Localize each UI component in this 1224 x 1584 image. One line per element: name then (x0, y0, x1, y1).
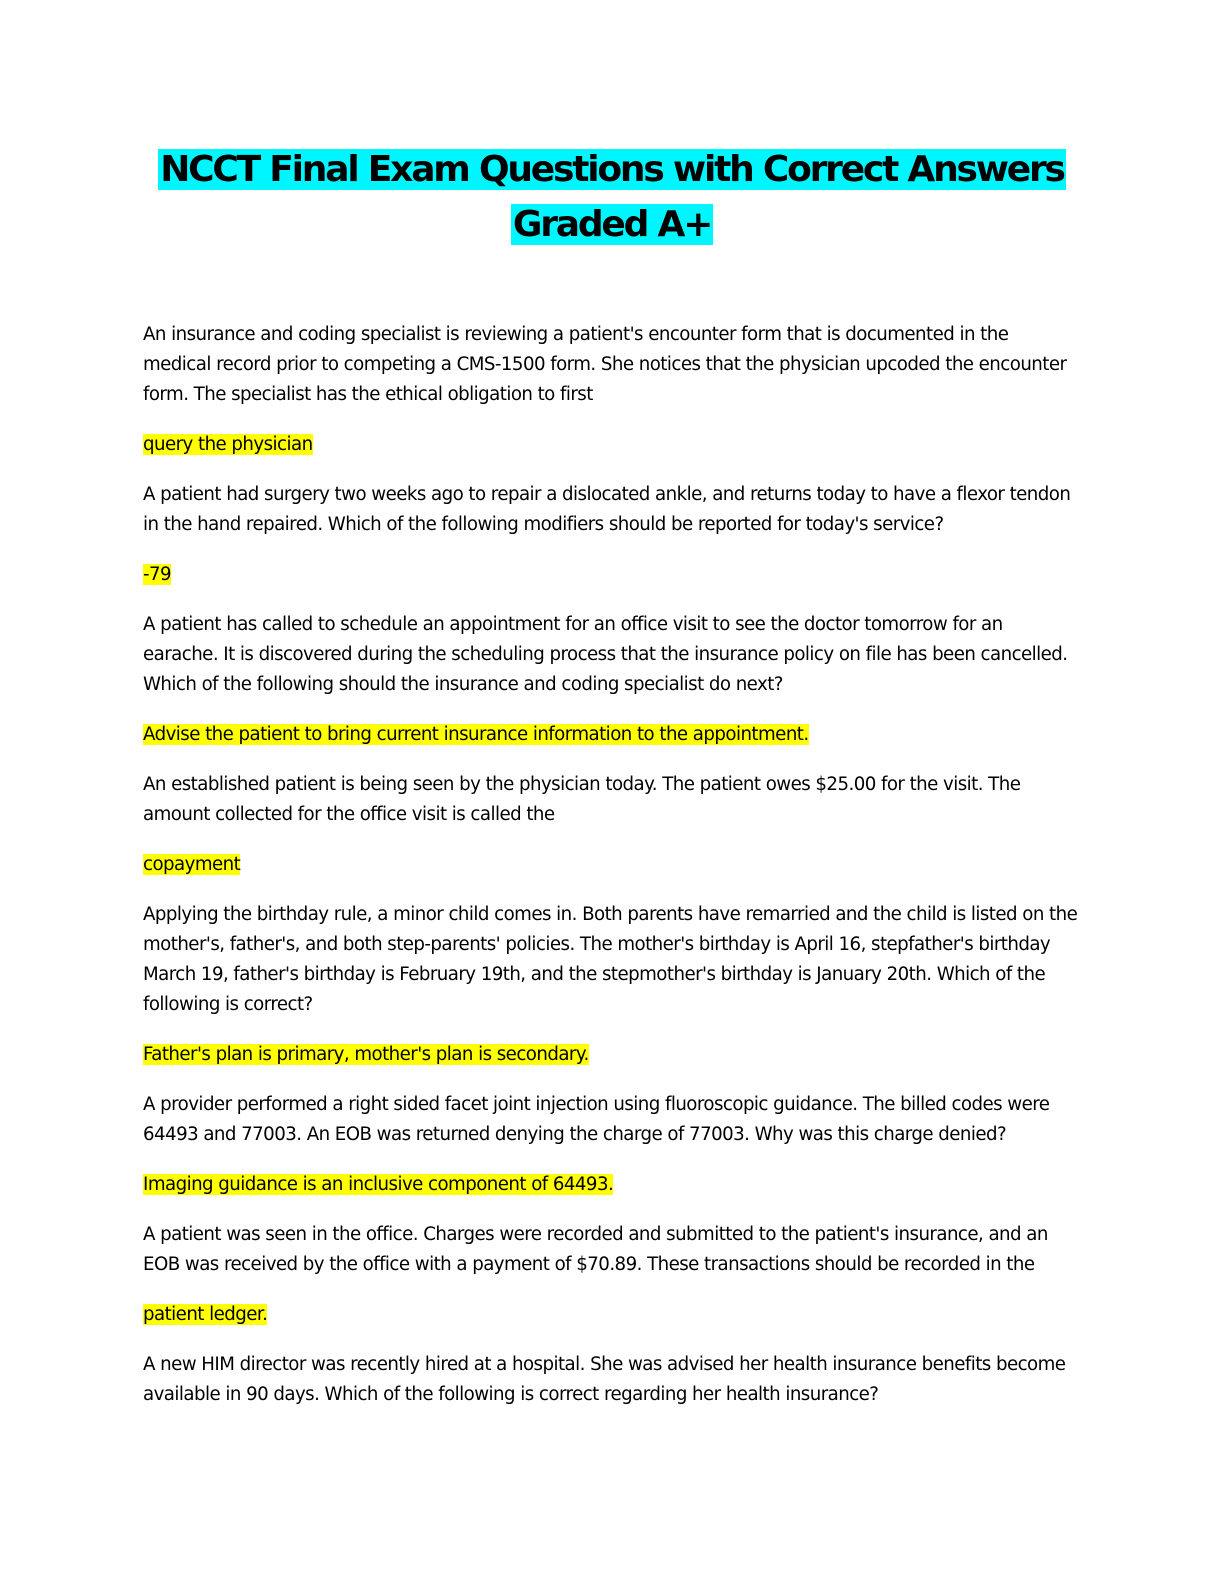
answer-5 (143, 1040, 1078, 1070)
answer-2 (143, 560, 1078, 590)
answer-1 (143, 430, 1078, 460)
qa-list (143, 320, 1078, 1430)
question-7: A patient was seen in the office. Charges were recorded and submitted to the patient's insurance, and an EOB was received by the office with a payment of $70.89. These transactions should be recorded in the (143, 1224, 1048, 1275)
document-title (150, 142, 1074, 252)
answer-4-text: copayment (143, 854, 241, 875)
answer-6-text: Imaging guidance is an inclusive component of 64493. (143, 1174, 614, 1195)
answer-7 (143, 1300, 1078, 1330)
question-4: An established patient is being seen by the physician today. The patient owes $25.00 for the visit. The amount collected for the office visit is called the (143, 774, 1021, 825)
question-5: Applying the birthday rule, a minor child comes in. Both parents have remarried and the child is listed on the mother's, father's, and both step-parents' policies. The mother's birthday is April 16, stepfather's birthday March 19, father's birthday is February 19th, and the stepmother's birthday is January 20th. Which of the following is correct? (143, 904, 1078, 1015)
answer-3 (143, 720, 1078, 750)
answer-2-text: -79 (143, 564, 172, 585)
answer-4 (143, 850, 1078, 880)
document-title-text: NCCT Final Exam Questions with Correct Answers Graded A+ (160, 149, 1064, 245)
question-2: A patient had surgery two weeks ago to repair a dislocated ankle, and returns today to have a flexor tendon in the hand repaired. Which of the following modifiers should be reported for today's service? (143, 484, 1071, 535)
answer-3-text: Advise the patient to bring current insurance information to the appointment. (143, 724, 809, 745)
question-8: A new HIM director was recently hired at a hospital. She was advised her health insurance benefits become available in 90 days. Which of the following is correct regarding her health insurance? (143, 1354, 1066, 1405)
answer-6 (143, 1170, 1078, 1200)
answer-5-text: Father's plan is primary, mother's plan is secondary. (143, 1044, 589, 1065)
question-1: An insurance and coding specialist is reviewing a patient's encounter form that is documented in the medical record prior to competing a CMS-1500 form. She notices that the physician upcoded the encounter form. The specialist has the ethical obligation to first (143, 324, 1067, 405)
question-3: A patient has called to schedule an appointment for an office visit to see the doctor tomorrow for an earache. It is discovered during the scheduling process that the insurance policy on file has been cancelled. Which of the following should the insurance and coding specialist do next? (143, 614, 1068, 695)
answer-1-text: query the physician (143, 434, 313, 455)
question-6: A provider performed a right sided facet joint injection using fluoroscopic guidance. The billed codes were 64493 and 77003. An EOB was returned denying the charge of 77003. Why was this charge denied? (143, 1094, 1050, 1145)
answer-7-text: patient ledger. (143, 1304, 268, 1325)
